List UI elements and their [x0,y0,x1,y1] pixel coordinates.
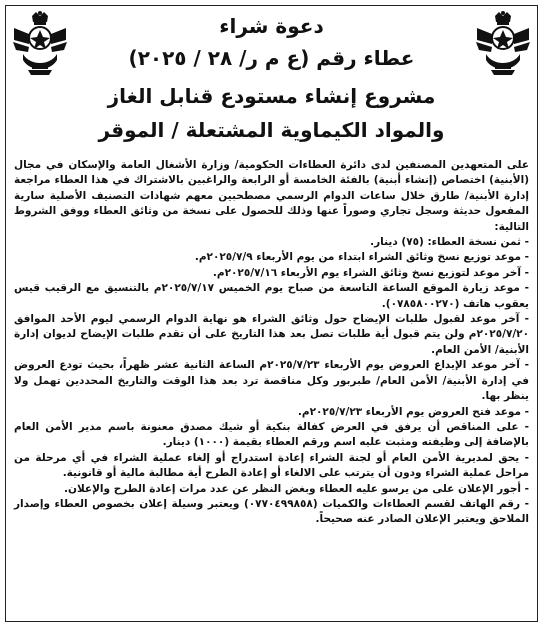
condition-item: - أجور الإعلان على من يرسو عليه العطاء وبغض النظر عن عدد مرات إعادة الطرح والإعلان. [14,482,529,497]
invitation-title: دعوة شراء [219,14,324,38]
condition-item: - رقم الهاتف لقسم العطاءات والكميات (٠٧٧٠٤٩٩٨٥٨) ويعتبر وسيلة إعلان بخصوص العطاء وإصدار الملاحق ويعتبر الإعلان الصادر عنه صحيحاً. [14,497,529,528]
project-title: مشروع إنشاء مستودع قنابل الغاز [107,84,436,108]
condition-item: - موعد زيارة الموقع الساعة التاسعة من صباح يوم الخميس ٢٠٢٥/٧/١٧م بالتنسيق مع الرقيب قيس يعقوب هاتف (٠٧٨٥٨٠٠٢٧٠). [14,281,529,312]
tender-number: عطاء رقم (ع م ر/ ٢٨ / ٢٠٢٥) [128,46,415,70]
condition-item: - آخر موعد لقبول طلبات الإيضاح حول وثائق الشراء هو نهاية الدوام الرسمي ليوم الأحد الموافق ٢٠٢٥/٧/٢٠م ولن يتم قبول أية طلبات تصل بعد هذا التاريخ على أن تقدم طلبات الإيضاح لديوان إدارة الأبنية/ الأمن العام. [14,312,529,358]
condition-item: - ثمن نسخة العطاء: (٧٥) دينار. [14,235,529,250]
conditions-list [14,235,529,528]
condition-item: - على المناقص أن يرفق في العرض كفالة بنكية أو شيك مصدق معنونة باسم مدير الأمن العام بالإضافة إلى وظيفته ومثبت عليه اسم ورقم العطاء بقيمة (١٠٠٠) دينار. [14,420,529,451]
condition-item: - موعد توزيع نسخ وثائق الشراء ابتداء من يوم الأربعاء ٢٠٢٥/٧/٩م. [14,250,529,265]
project-title-continued: والمواد الكيماوية المشتعلة / الموقر [98,118,445,142]
condition-item: - آخر موعد الإيداع العروض يوم الأربعاء ٢٠٢٥/٧/٢٣م الساعة الثانية عشر ظهراً، بحيث تودع العروض في إدارة الأبنية/ الأمن العام/ طبربور وكل مناقصة ترد بعد هذا الوقت والتاريخ المحددين تهمل ولا ينظر بها. [14,358,529,404]
crown-emblem-icon [10,10,70,76]
intro-paragraph: على المتعهدين المصنفين لدى دائرة العطاءات الحكومية/ وزارة الأشغال العامة والإسكان في مجال (الأبنية) اختصاص (إنشاء أبنية) بالفئة الخامسة أو الرابعة والراغبين بالاشتراك في هذا العطاء مراجعة إدارة الأبنية/ طارق خلال ساعات الدوام الرسمي مصطحبين معهم شهادات التصنيف الأصلية سارية المفعول حديثة وسجل تجاري وصوراً عنها وذلك للحصول على نسخة من وثائق العطاء ووفق الشروط التالية: [14,159,529,233]
announcement-body [14,158,529,528]
condition-item: - يحق لمديرية الأمن العام أو لجنة الشراء إعادة استدراج أو إلغاء عملية الشراء في أي مرحلة من مراحل عملية الشراء ودون أن يترتب على الالغاء أو إعادة الطرح أية مطالبة مالية أو قانونية. [14,451,529,482]
condition-item: - موعد فتح العروض يوم الأربعاء ٢٠٢٥/٧/٢٣م. [14,405,529,420]
crown-emblem-icon [473,10,533,76]
condition-item: - آخر موعد لتوزيع نسخ وثائق الشراء يوم الأربعاء ٢٠٢٥/٧/١٦م. [14,266,529,281]
